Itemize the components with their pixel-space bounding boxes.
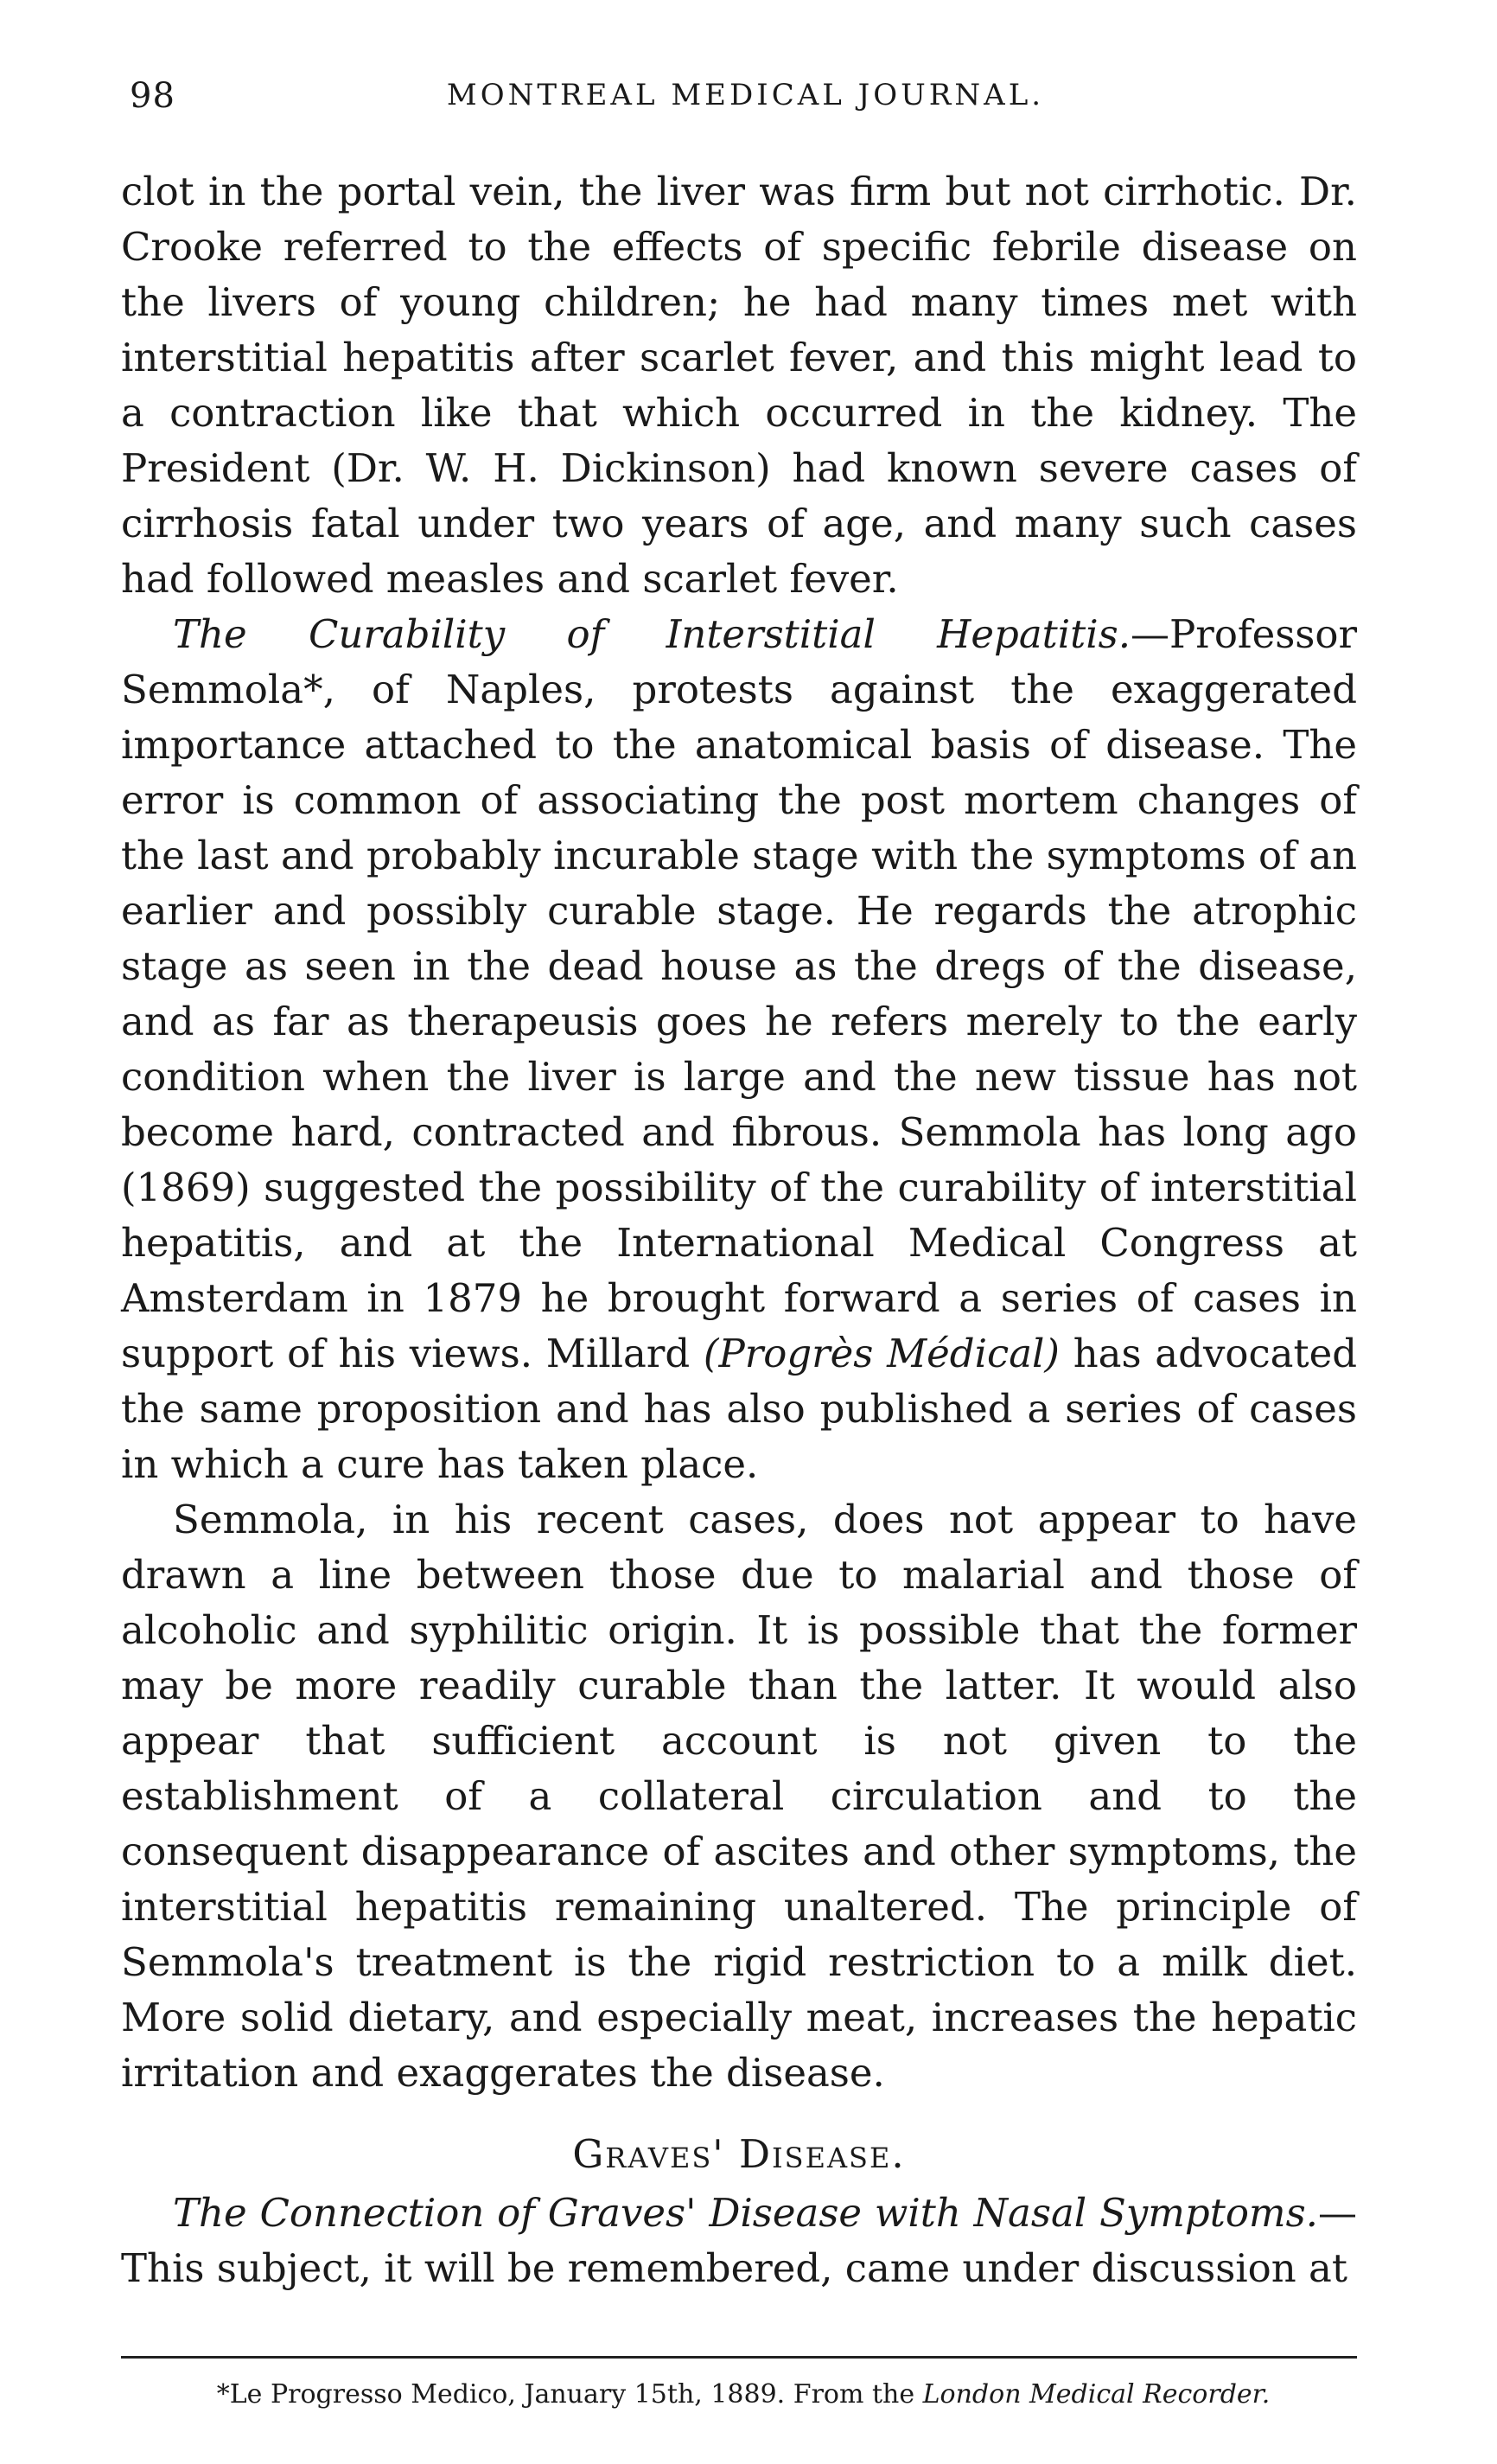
subsection-title-graves-nasal: The Connection of Graves' Disease with Nasal Symptoms. bbox=[173, 2190, 1318, 2236]
footnote-divider bbox=[121, 2356, 1357, 2359]
paragraph-curability bbox=[121, 607, 1357, 1492]
article-body bbox=[121, 164, 1357, 2296]
subsection-title-curability: The Curability of Interstitial Hepatitis. bbox=[173, 611, 1131, 657]
citation-progres-medical: (Progrès Médical) bbox=[703, 1331, 1060, 1376]
journal-title: MONTREAL MEDICAL JOURNAL. bbox=[446, 78, 1045, 112]
section-title-graves-disease: Graves' Disease. bbox=[572, 2131, 906, 2177]
paragraph-text: clot in the portal vein, the liver was firm but not cirrhotic. Dr. Crooke referred to the effects of specific febrile disease on the livers of young children; he had many times met with interstitial hepatitis after scarlet fever, and this might lead to a contraction like that which occurred in the kidney. The President (Dr. W. H. Dickinson) had known severe cases of cirrhosis fatal under two years of age, and many such cases had followed measles and scarlet fever. bbox=[121, 169, 1357, 602]
paragraph-graves-nasal bbox=[121, 2186, 1357, 2296]
paragraph-text: has advocated the same proposition and has also published a series of cases in which a cure has taken place. bbox=[121, 1331, 1358, 1487]
paragraph-cirrhosis-discussion bbox=[121, 164, 1357, 607]
paragraph-text: Semmola, in his recent cases, does not appear to have drawn a line between those due to malarial and those of alcoholic and syphilitic origin. It is possible that the former may be more readily curable than the latter. It would also appear that sufficient account is not given to the establishment of a collateral circulation and to the consequent disappearance of ascites and other symptoms, the interstitial hepatitis remaining unaltered. The principle of Semmola's treatment is the rigid restriction to a milk diet. More solid dietary, and especially meat, increases the hepatic irritation and exaggerates the disease. bbox=[121, 1497, 1357, 2096]
paragraph-semmola-cases bbox=[121, 1492, 1357, 2101]
footnote bbox=[130, 2378, 1357, 2412]
paragraph-text: — This subject, it will be remembered, came under discussion at bbox=[121, 2190, 1357, 2291]
page-number: 98 bbox=[130, 76, 175, 116]
footnote-source: London Medical Recorder. bbox=[922, 2379, 1271, 2410]
footnote-text: *Le Progresso Medico, January 15th, 1889. From the bbox=[216, 2379, 923, 2410]
running-header bbox=[130, 76, 1361, 128]
paragraph-text: —Professor Semmola*, of Naples, protests against the exaggerated importance attached to the anatomical basis of disease. The error is common of associating the post mortem changes of the last and probably incurable stage with the symptoms of an earlier and possibly curable stage. He regards the atrophic stage as seen in the dead house as the dregs of the disease, and as far as therapeusis goes he refers merely to the early condition when the liver is large and the new tissue has not become hard, contracted and fibrous. Semmola has long ago (1869) suggested the possibility of the curability of interstitial hepatitis, and at the International Medical Congress at Amsterdam in 1879 he brought forward a series of cases in support of his views. Millard bbox=[121, 611, 1357, 1376]
